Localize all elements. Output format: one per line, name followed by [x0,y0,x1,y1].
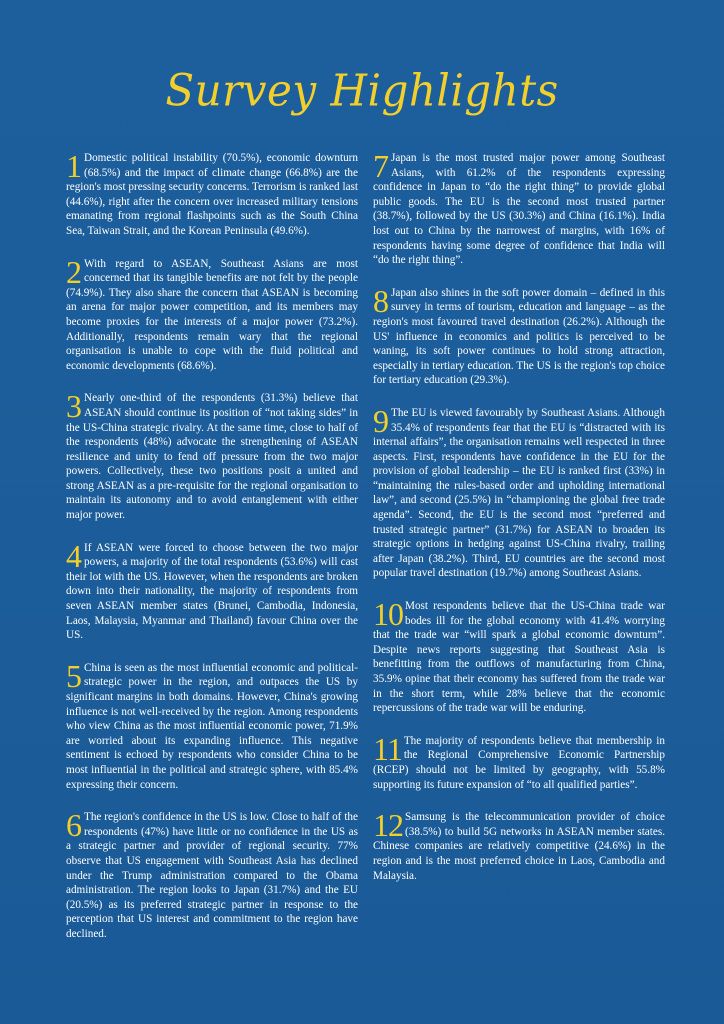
highlight-item [66,657,358,792]
highlight-number: 4 [66,537,82,574]
highlight-text: China is seen as the most influential economic and political-strategic power in the region, and outpaces the US by significant margins in both domains. However, China's growing influence is not well-received by the region. Among respondents who view China as the most influential economic power, 71.9% are worried about its expanding influence. This negative sentiment is echoed by respondents who consider China to be most influential in the political and strategic sphere, with 85.4% expressing their concern. [66,661,358,791]
highlight-text: Domestic political instability (70.5%), economic downturn (68.5%) and the impact of climate change (66.8%) are the region's most pressing security concerns. Terrorism is ranked last (44.6%), right after the concern over increased military tensions emanating from regional flashpoints such as the South China Sea, Taiwan Strait, and the Korean Peninsula (49.6%). [66,152,358,237]
highlight-number: 10 [373,596,403,633]
highlight-text: Japan also shines in the soft power domain – defined in this survey in terms of tourism, education and language – as the region's most favoured travel destination (26.2%). Although the US' influence in economics and politics is perceived to be waning, its soft power continues to hold strong attraction, especially in tertiary education. The US is the region's top choice for tertiary education (29.3%). [373,286,665,387]
highlight-text: With regard to ASEAN, Southeast Asians are most concerned that its tangible benefits are not felt by the people (74.9%). They also share the concern that ASEAN is becoming an arena for major power competition, and its members may become proxies for the interests of a major power (73.2%). Additionally, respondents remain wary that the regional organisation is unable to cope with the fluid political and economic developments (68.6%). [66,257,358,372]
highlight-number: 3 [66,388,82,425]
highlight-text: Japan is the most trusted major power among Southeast Asians, with 61.2% of the respondents expressing confidence in Japan to “do the right thing” to provide global public goods. The EU is the second most trusted partner (38.7%), followed by the US (30.3%) and China (16.1%). India lost out to China by the narrowest of margins, with 16% of respondents having some degree of confidence that India will “do the right thing”. [373,152,665,267]
left-column [66,148,358,960]
highlight-item [66,148,358,239]
highlight-item [66,537,358,643]
highlight-item [373,730,665,792]
highlight-text: The EU is viewed favourably by Southeast Asians. Although 35.4% of respondents fear that the EU is “distracted with its internal affairs”, the organisation remains well respected in three aspects. First, respondents have confidence in the EU for the provision of global leadership – the EU is ranked first (33%) in “maintaining the rules-based order and upholding international law”, and second (25.5%) in “championing the global free trade agenda”. Second, the EU is the second most “preferred and trusted strategic partner” (31.7%) for ASEAN to broaden its strategic options in hedging against US-China rivalry, trailing after Japan (38.2%). Third, EU countries are the second most popular travel destination (19.7%) among Southeast Asians. [373,406,665,580]
highlight-item [373,148,665,268]
highlight-text: Most respondents believe that the US-China trade war bodes ill for the global economy with 41.4% worrying that the trade war “will spark a global economic downturn”. Despite news reports suggesting that Southeast Asia is benefitting from the outflows of manufacturing from China, 35.9% opine that their economy has suffered from the trade war in the short term, while 28% believe that the economic repercussions of the trade war will be enduring. [373,600,665,715]
highlight-item [373,282,665,388]
highlight-number: 8 [373,282,389,319]
highlight-item [66,807,358,941]
highlight-text: Samsung is the telecommunication provider of choice (38.5%) to build 5G networks in ASEAN member states. Chinese companies are relatively competitive (24.6%) in the region and is the most preferred choice in Laos, Cambodia and Malaysia. [373,811,665,882]
highlight-item [66,253,358,374]
highlight-number: 11 [373,730,402,767]
highlight-text: If ASEAN were forced to choose between the two major powers, a majority of the total respondents (53.6%) will cast their lot with the US. However, when the respondents are broken down into their nationality, the majority of respondents from seven ASEAN member states (Brunei, Cambodia, Indonesia, Laos, Malaysia, Myanmar and Thailand) favour China over the US. [66,541,358,642]
highlight-number: 1 [66,148,82,184]
highlight-number: 12 [373,807,403,844]
highlight-number: 2 [66,253,82,290]
highlight-number: 7 [373,148,389,184]
highlight-item [373,596,665,716]
highlight-item [373,807,665,883]
right-column [373,148,665,901]
highlight-number: 6 [66,807,82,844]
highlight-text: The majority of respondents believe that membership in the Regional Comprehensive Economic Partnership (RCEP) should not be limited by geography, with 55.8% supporting its future expansion of “to all qualified parties”. [373,734,665,791]
highlight-item [373,402,665,581]
highlight-text: Nearly one-third of the respondents (31.3%) believe that ASEAN should continue its position of “not taking sides” in the US-China strategic rivalry. At the same time, close to half of the respondents (48%) advocate the strengthening of ASEAN resilience and unity to fend off pressure from the two major powers. Collectively, these two positions posit a united and strong ASEAN as a pre-requisite for the regional organisation to maintain its autonomy and to avoid entanglement with either major power. [66,392,358,522]
highlight-number: 5 [66,657,82,694]
page-title: Survey Highlights [165,64,559,117]
highlight-text: The region's confidence in the US is low. Close to half of the respondents (47%) have little or no confidence in the US as a strategic partner and provider of regional security. 77% observe that US engagement with Southeast Asia has declined under the Trump administration compared to the Obama administration. The region looks to Japan (31.7%) and the EU (20.5%) as its preferred strategic partner in response to the perception that US interest and commitment to the region have declined. [66,811,358,940]
highlight-item [66,388,358,522]
highlight-number: 9 [373,402,389,439]
